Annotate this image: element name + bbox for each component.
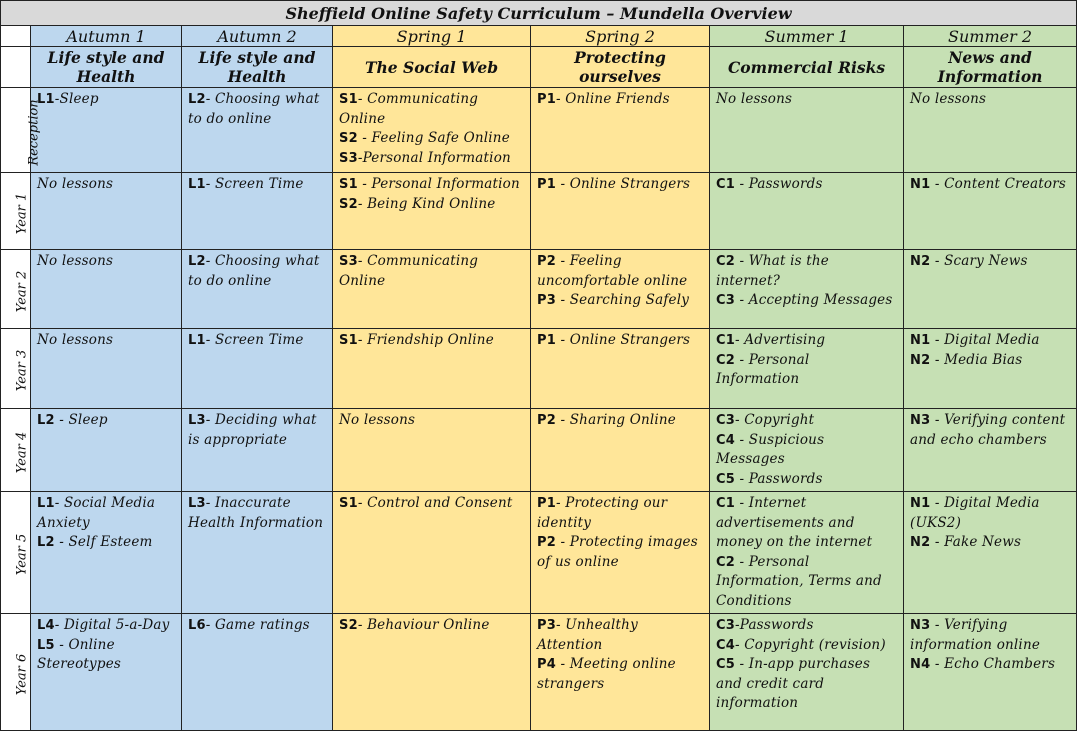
lesson-code: C2 <box>716 554 735 570</box>
lesson-title: - Self Esteem <box>54 534 153 550</box>
lesson-title: - Digital Media (UKS2) <box>910 495 1040 531</box>
lesson-code: P3 <box>537 618 556 633</box>
year-row <box>1 492 1077 614</box>
lesson-code: S2 <box>339 131 358 146</box>
lesson-title: - Choosing what to do online <box>188 91 320 127</box>
lesson-code: L3 <box>188 413 206 428</box>
lesson-cell <box>710 329 904 409</box>
lesson-title: - Sharing Online <box>555 412 676 428</box>
lesson-title: - Social Media Anxiety <box>37 495 156 531</box>
lesson-title: - Choosing what to do online <box>188 253 320 289</box>
lesson-title: - Personal Information <box>716 351 810 387</box>
lesson-item <box>188 411 326 450</box>
lesson-cell <box>182 250 333 329</box>
year-row <box>1 614 1077 731</box>
lesson-item <box>339 195 524 215</box>
lesson-code: N2 <box>910 254 931 269</box>
lesson-cell <box>904 614 1077 731</box>
lesson-item <box>339 90 524 129</box>
lesson-code: S3 <box>339 254 358 269</box>
lesson-cell <box>31 173 182 250</box>
lesson-title: - Copyright <box>735 412 815 428</box>
lesson-cell <box>710 88 904 173</box>
lesson-title: - Online Friends <box>555 91 670 107</box>
lesson-code: L2 <box>37 413 55 428</box>
lesson-cell <box>182 614 333 731</box>
term-header: Summer 2 <box>904 26 1077 47</box>
lesson-cell <box>31 329 182 409</box>
theme-header: Commercial Risks <box>710 47 904 88</box>
lesson-cell <box>333 614 531 731</box>
lesson-code: N3 <box>910 413 931 428</box>
lesson-title: No lessons <box>37 332 114 348</box>
lesson-code: S2 <box>339 196 358 212</box>
lesson-item <box>188 252 326 291</box>
lesson-code: L2 <box>188 254 206 269</box>
lesson-title: - Digital 5-a-Day <box>54 617 170 633</box>
year-label: Year 2 <box>14 270 30 312</box>
lesson-title: - Control and Consent <box>357 495 513 511</box>
lesson-cell <box>333 88 531 173</box>
lesson-title: No lessons <box>339 412 416 428</box>
lesson-item <box>910 351 1070 371</box>
lesson-item <box>537 252 703 291</box>
lesson-code: S1 <box>339 92 358 107</box>
lesson-item <box>339 494 524 514</box>
lesson-title: - Copyright (revision) <box>735 636 886 653</box>
lesson-cell <box>182 88 333 173</box>
lesson-item <box>37 411 175 431</box>
lesson-cell <box>531 614 710 731</box>
lesson-item <box>910 90 1070 110</box>
lesson-code: C1 <box>716 496 735 511</box>
lesson-item <box>910 252 1070 272</box>
lesson-code: N4 <box>910 657 931 672</box>
lesson-title: - Communicating Online <box>339 253 479 289</box>
year-label-cell <box>1 88 42 173</box>
lesson-code: P1 <box>537 496 556 511</box>
lesson-cell <box>333 409 531 492</box>
lesson-code: L4 <box>37 618 55 633</box>
lesson-title: - Online Strangers <box>555 176 691 192</box>
lesson-item <box>537 533 703 572</box>
lesson-title: - What is the internet? <box>716 253 829 289</box>
lesson-cell <box>710 492 904 614</box>
lesson-code: P1 <box>537 333 556 348</box>
lesson-item <box>716 616 897 636</box>
lesson-title: - Friendship Online <box>357 332 494 348</box>
lesson-title: - Inaccurate Health Information <box>188 495 324 531</box>
lesson-code: P2 <box>537 413 556 428</box>
lesson-item <box>716 331 897 351</box>
lesson-code: C2 <box>716 352 735 368</box>
lesson-title: - Advertising <box>735 332 826 348</box>
lesson-code: N2 <box>910 535 931 550</box>
lesson-title: - Personal Information, Terms and Conditions <box>716 553 882 609</box>
lesson-code: C4 <box>716 432 735 448</box>
lesson-item <box>188 175 326 195</box>
lesson-item <box>716 636 897 656</box>
lesson-title: - Scary News <box>930 253 1028 269</box>
year-label-cell <box>1 492 31 614</box>
lesson-title: - Unhealthy Attention <box>537 617 638 653</box>
theme-header: Life style and Health <box>31 47 182 88</box>
lesson-item <box>537 175 703 195</box>
lesson-item <box>37 331 175 351</box>
lesson-code: P2 <box>537 254 556 269</box>
page-title: Sheffield Online Safety Curriculum – Mundella Overview <box>1 1 1077 26</box>
lesson-item <box>339 252 524 291</box>
lesson-title: - Digital Media <box>930 332 1040 348</box>
lesson-code: S2 <box>339 618 358 633</box>
lesson-title: - Meeting online strangers <box>537 656 676 692</box>
lesson-cell <box>531 492 710 614</box>
lesson-code: P4 <box>537 657 556 672</box>
lesson-title: No lessons <box>716 91 793 107</box>
lesson-item <box>188 616 326 636</box>
year-row <box>1 88 1077 173</box>
lesson-title: - Being Kind Online <box>357 195 496 212</box>
lesson-cell <box>710 250 904 329</box>
lesson-title: - Personal Information <box>357 176 520 192</box>
lesson-title: - Deciding what is appropriate <box>188 412 317 448</box>
theme-header: The Social Web <box>333 47 531 88</box>
lesson-item <box>910 331 1070 351</box>
theme-row <box>1 47 1077 88</box>
lesson-code: P3 <box>537 293 556 308</box>
lesson-title: - Internet advertisements and money on the internet <box>716 495 873 550</box>
lesson-item <box>716 411 897 431</box>
lesson-code: L6 <box>188 618 206 633</box>
lesson-code: C1 <box>716 333 735 348</box>
lesson-cell <box>31 88 182 173</box>
lesson-item <box>910 616 1070 655</box>
year-label: Year 1 <box>14 192 30 234</box>
lesson-item <box>339 149 524 169</box>
lesson-title: - Online Stereotypes <box>37 636 122 672</box>
term-header: Spring 1 <box>333 26 531 47</box>
lesson-item <box>339 331 524 351</box>
lesson-item <box>716 553 897 612</box>
lesson-title: - Verifying content and echo chambers <box>910 412 1066 448</box>
lesson-cell <box>531 250 710 329</box>
lesson-cell <box>333 492 531 614</box>
lesson-item <box>37 90 175 110</box>
term-header: Autumn 1 <box>31 26 182 47</box>
lesson-item <box>716 351 897 390</box>
lesson-cell <box>182 409 333 492</box>
lesson-cell <box>904 409 1077 492</box>
lesson-item <box>188 90 326 129</box>
lesson-title: - Communicating Online <box>339 91 479 127</box>
lesson-item <box>339 616 524 636</box>
lesson-cell <box>31 409 182 492</box>
lesson-item <box>37 533 175 553</box>
lesson-title: - Protecting images of us online <box>537 534 698 570</box>
lesson-cell <box>333 173 531 250</box>
lesson-title: - Accepting Messages <box>735 292 893 308</box>
lesson-title: -Sleep <box>54 91 99 107</box>
lesson-code: S1 <box>339 496 358 511</box>
lesson-cell <box>182 173 333 250</box>
lesson-title: - Screen Time <box>205 332 304 348</box>
lesson-title: - Behaviour Online <box>357 617 490 633</box>
year-label-cell <box>1 329 31 409</box>
lesson-code: C1 <box>716 177 735 192</box>
lesson-cell <box>31 250 182 329</box>
lesson-item <box>188 494 326 533</box>
term-header: Autumn 2 <box>182 26 333 47</box>
lesson-code: L2 <box>188 92 206 107</box>
lesson-code: L1 <box>188 177 206 192</box>
year-label-cell <box>1 173 31 250</box>
lesson-item <box>537 655 703 694</box>
lesson-cell <box>904 250 1077 329</box>
lesson-title: - In-app purchases and credit card information <box>716 656 871 711</box>
year-label: Year 3 <box>14 349 30 392</box>
lesson-cell <box>182 329 333 409</box>
lesson-item <box>37 252 175 272</box>
term-header: Summer 1 <box>710 26 904 47</box>
year-row <box>1 409 1077 492</box>
lesson-code: C5 <box>716 471 735 487</box>
lesson-cell <box>904 88 1077 173</box>
lesson-code: N2 <box>910 352 931 368</box>
lesson-code: L2 <box>37 535 55 550</box>
lesson-title: -Passwords <box>735 617 814 633</box>
theme-header: Life style and Health <box>182 47 333 88</box>
lesson-item <box>716 494 897 553</box>
lesson-title: - Verifying information online <box>910 617 1041 653</box>
lesson-code: L5 <box>37 637 55 653</box>
corner-cell <box>1 26 31 47</box>
lesson-title: - Passwords <box>735 176 823 192</box>
lesson-code: N1 <box>910 177 931 192</box>
theme-header: Protecting ourselves <box>531 47 710 88</box>
lesson-code: C3 <box>716 413 735 428</box>
lesson-title: - Game ratings <box>205 617 310 633</box>
lesson-code: N1 <box>910 333 931 348</box>
lesson-item <box>188 331 326 351</box>
lesson-item <box>716 175 897 195</box>
lesson-item <box>716 470 897 490</box>
lesson-code: C3 <box>716 293 735 308</box>
lesson-code: C4 <box>716 637 735 653</box>
lesson-cell <box>333 250 531 329</box>
lesson-cell <box>531 329 710 409</box>
lesson-item <box>910 655 1070 675</box>
lesson-item <box>910 175 1070 195</box>
year-label-cell <box>1 409 31 492</box>
lesson-code: L1 <box>37 92 55 107</box>
lesson-item <box>37 616 175 636</box>
lesson-item <box>910 411 1070 450</box>
lesson-code: L1 <box>188 333 206 348</box>
lesson-code: N3 <box>910 618 931 633</box>
lesson-item <box>537 331 703 351</box>
lesson-title: - Online Strangers <box>555 332 691 348</box>
lesson-code: C2 <box>716 254 735 269</box>
lesson-code: L3 <box>188 496 206 511</box>
lesson-item <box>537 291 703 311</box>
lesson-code: S3 <box>339 150 358 166</box>
lesson-cell <box>31 614 182 731</box>
year-label: Year 5 <box>14 533 30 576</box>
lesson-cell <box>904 329 1077 409</box>
lesson-code: P1 <box>537 177 556 192</box>
corner-cell <box>1 47 31 88</box>
lesson-item <box>339 175 524 195</box>
year-label: Year 4 <box>14 431 30 473</box>
lesson-cell <box>182 492 333 614</box>
lesson-title: - Sleep <box>54 412 108 428</box>
lesson-title: - Feeling Safe Online <box>357 130 510 146</box>
lesson-cell <box>904 173 1077 250</box>
year-row <box>1 250 1077 329</box>
lesson-item <box>537 90 703 110</box>
lesson-cell <box>904 492 1077 614</box>
lesson-code: P1 <box>537 92 556 107</box>
lesson-title: - Passwords <box>735 470 823 487</box>
year-label: Year 6 <box>14 653 30 695</box>
lesson-code: P2 <box>537 535 556 550</box>
term-header: Spring 2 <box>531 26 710 47</box>
year-label-cell <box>1 250 31 329</box>
lesson-item <box>339 411 524 431</box>
lesson-item <box>37 636 175 675</box>
lesson-cell <box>31 492 182 614</box>
lesson-item <box>37 175 175 195</box>
lesson-title: - Echo Chambers <box>930 656 1056 672</box>
lesson-title: - Feeling uncomfortable online <box>537 253 688 289</box>
lesson-item <box>537 411 703 431</box>
lesson-cell <box>531 88 710 173</box>
lesson-cell <box>710 173 904 250</box>
year-row <box>1 329 1077 409</box>
lesson-item <box>537 494 703 533</box>
lesson-item <box>716 431 897 470</box>
lesson-title: - Content Creators <box>930 176 1067 192</box>
lesson-cell <box>710 614 904 731</box>
lesson-code: S1 <box>339 177 358 192</box>
lesson-item <box>910 533 1070 553</box>
lesson-cell <box>710 409 904 492</box>
year-label-cell <box>1 614 31 731</box>
lesson-title: No lessons <box>37 176 114 192</box>
lesson-item <box>716 252 897 291</box>
lesson-title: -Personal Information <box>357 149 511 166</box>
lesson-item <box>716 291 897 311</box>
lesson-item <box>537 616 703 655</box>
lesson-title: No lessons <box>37 253 114 269</box>
lesson-title: - Protecting our identity <box>537 495 668 531</box>
lesson-cell <box>531 173 710 250</box>
lesson-cell <box>333 329 531 409</box>
lesson-item <box>716 90 897 110</box>
lesson-code: C5 <box>716 657 735 672</box>
lesson-title: - Searching Safely <box>555 292 690 308</box>
year-label: Reception <box>26 98 42 166</box>
term-row <box>1 26 1077 47</box>
theme-header: News and Information <box>904 47 1077 88</box>
lesson-item <box>910 494 1070 533</box>
lesson-code: L1 <box>37 496 55 511</box>
year-row <box>1 173 1077 250</box>
lesson-code: N1 <box>910 496 931 511</box>
lesson-item <box>339 129 524 149</box>
lesson-title: No lessons <box>910 91 987 107</box>
lesson-code: S1 <box>339 333 358 348</box>
lesson-code: C3 <box>716 618 735 633</box>
lesson-title: - Fake News <box>930 534 1022 550</box>
lesson-item <box>716 655 897 714</box>
lesson-cell <box>531 409 710 492</box>
lesson-title: - Screen Time <box>205 176 304 192</box>
lesson-title: - Media Bias <box>930 351 1023 368</box>
lesson-title: - Suspicious Messages <box>716 431 825 467</box>
lesson-item <box>37 494 175 533</box>
